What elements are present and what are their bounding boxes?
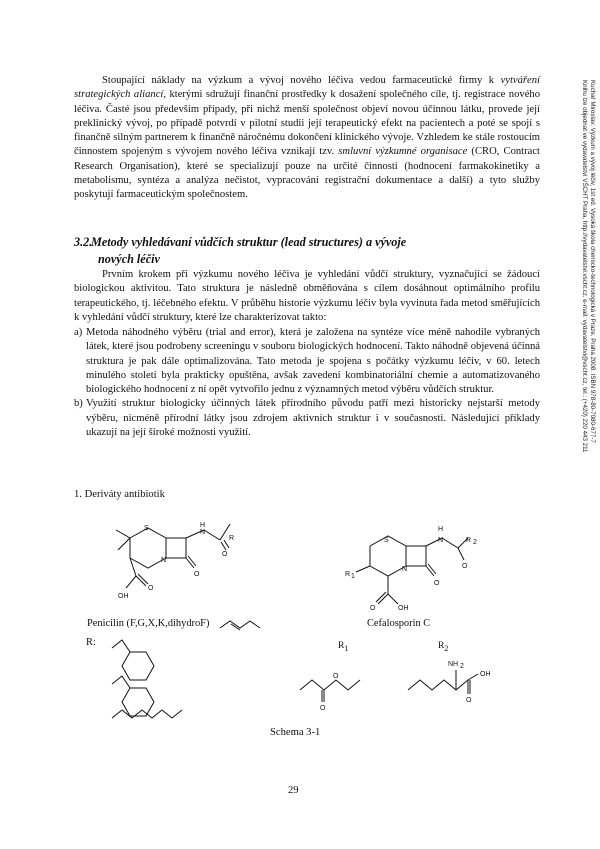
penicillin-label: Penicilin (F,G,X,K,dihydroF)	[87, 618, 210, 629]
r1-subscript: 1	[344, 643, 349, 653]
paragraph-text: Stoupající náklady na výzkum a vývoj nového léčiva vedou farmaceutické firmy k	[102, 75, 501, 86]
r-substituent-label: R:	[86, 637, 96, 648]
atom-label: 2	[473, 539, 477, 546]
atom-label: S	[144, 525, 149, 532]
atom-label: O	[434, 580, 440, 587]
atom-label: 2	[460, 663, 464, 670]
atom-label: O	[370, 605, 376, 612]
atom-label: O	[462, 563, 468, 570]
atom-label: H	[438, 526, 444, 533]
section-title-line1: Metody vyhledávaní vůdčích struktur (lead structures) a vývoje	[91, 235, 407, 249]
atom-label: O	[466, 697, 472, 704]
atom-label: N	[402, 566, 408, 573]
atom-label: O	[148, 585, 154, 592]
ordering-info-line: Knihu lze objednat ve vydavatelství VŠCHT Praha, http://vydavatelstvi.vscht.cz, e-mail: vydavatelstvi@vscht.cz, tel.: (+420) 220 443 211	[580, 80, 588, 453]
atom-label: O	[194, 571, 200, 578]
section-number: 3.2.	[74, 235, 93, 249]
r1-letter: R	[338, 640, 345, 651]
penicillin-structure	[116, 522, 234, 600]
atom-label: OH	[480, 671, 491, 678]
atom-label: O	[222, 551, 228, 558]
atom-label: N	[438, 537, 444, 544]
atom-label: R	[345, 571, 351, 578]
emphasis-term: smluvní výzkumné organisace	[338, 146, 468, 158]
atom-label: R	[229, 535, 235, 542]
paragraph-lead-structures: Prvním krokem při výzkumu nového léčiva je vyhledání vůdčí struktury, vyznačující se žádoucí biologickou aktivitou. Tato struktura je následně obměňována s cílem dosáhnout optimálního profilu terapeutického, tj. léčebného efektu. V průběhu historie výzkumu léčiv byla vyvinuta řada metod směřujících k vyhledání vůdčí struktury, které lze charakterizovat takto:	[74, 269, 540, 323]
cephalosporin-label: Cefalosporin C	[367, 618, 431, 629]
emphasis-term: vytváření strategických aliancí	[74, 75, 540, 101]
r1-acetoxymethyl-structure	[300, 673, 360, 712]
atom-label: S	[384, 537, 389, 544]
r2-substituent-label	[438, 640, 448, 653]
r2-letter: R	[438, 640, 445, 651]
atom-label: O	[320, 705, 326, 712]
atom-label: OH	[398, 605, 409, 612]
sidebar-citation	[556, 80, 596, 580]
atom-label: O	[333, 673, 339, 680]
paragraph-text: , kterými sdružují finanční prostředky k dosažení společného cíle, tj. registrace nového léčiva. Časté jsou především případy, při nichž menší společnost objeví novou účinnou látku, provede její preklinický vývoj, po případě potvrdí v pilotní studii její terapeutický efekt na pacientech a poté se spojí s finančně silným partnerem k finančně náročnému dokončení klinického vývoje. Vzhledem ke stále rostoucím činnostem spojeným s vývojem nového léčiva vznikají tzv.	[74, 89, 540, 158]
atom-label: N	[200, 529, 206, 536]
scheme-caption: Schema 3-1	[270, 727, 321, 738]
list-marker: b)	[74, 398, 83, 410]
section-title-line2: nových léčiv	[98, 252, 160, 266]
atom-label: H	[200, 522, 206, 529]
r2-subscript: 2	[444, 643, 449, 653]
subheading-antibiotics: 1. Deriváty antibiotik	[74, 489, 165, 500]
atom-label: NH	[448, 661, 459, 668]
citation-line: Kuchař Miroslav: Výzkum a vývoj léčiv, 1st ed. Vysoká škola chemicko-technologická v Praze, Praha 2008. ISBN 978-80-7080-677-7	[589, 80, 596, 443]
cephalosporin-structure	[345, 526, 477, 612]
list-marker: a)	[74, 327, 83, 338]
list-item-text: Využití struktur biologicky účinných látek přírodního původu patří mezi historicky nejstarší metody výběru, nicméně přírodní látky jsou zdrojem aktivních struktur i v současnosti. Následující příklady ukazují na její široké možnosti využití.	[86, 398, 540, 439]
atom-label: N	[161, 557, 167, 564]
paragraph-text: (CRO, Contract Research Organisation), které se specializují pouze na určité činnosti (hodnocení farmakokinetiky a metabolismu, syntéza a analýza nečistot, vypracování registrační dokumentace a další) a tyto služby poskytují farmaceutickým společnostem.	[74, 146, 540, 201]
atom-label: R	[466, 537, 472, 544]
list-item-text: Metoda náhodného výběru (trial and error), která je založena na syntéze více méně nahodile vybraných látek, které jsou podrobeny screeningu v souboru biologických hodnocení. Takto náhodně objevená účinná struktura je pak dále optimalizována. Tato metoda je spojena s počátky výzkumu léčiv, v 60. letech minulého století byla prakticky opuštěna, avšak zavedení kombinatoriální chemie a automatizovaného biologického hodnocení z ní opět vytvořilo jednu z významných metod výběru vůdčích struktur.	[86, 327, 540, 396]
page-number: 29	[288, 785, 299, 796]
penicillin-side-chains	[112, 621, 260, 718]
r1-substituent-label	[338, 640, 348, 653]
r2-aminoadipyl-structure	[408, 661, 491, 704]
atom-label: OH	[118, 593, 129, 600]
atom-label: 1	[351, 573, 355, 580]
